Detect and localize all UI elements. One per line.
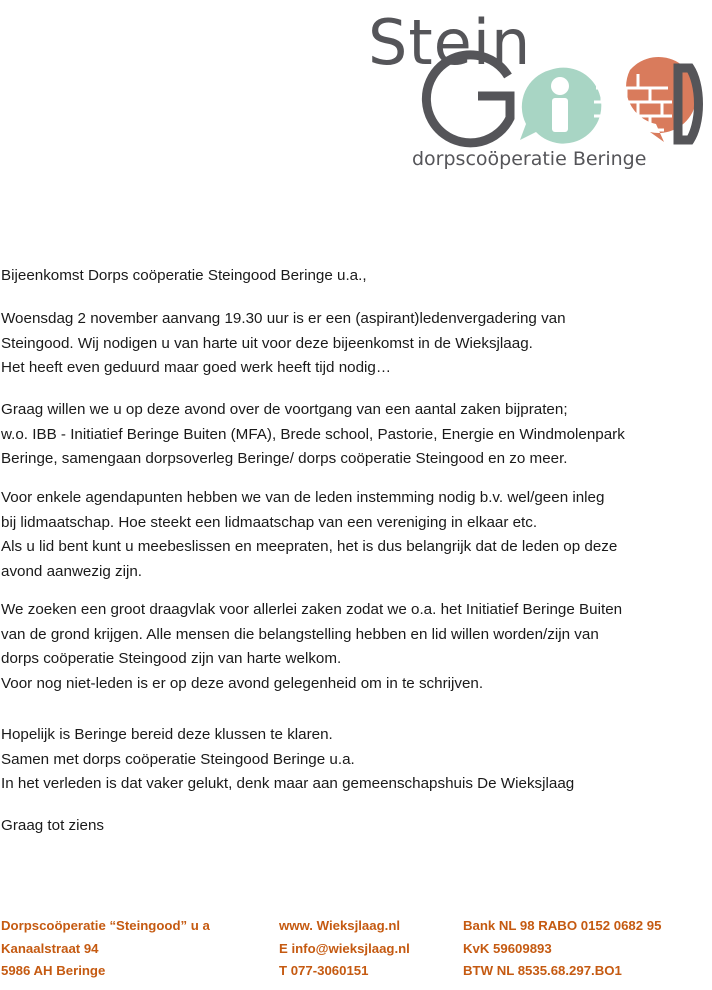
text-line: Beringe, samengaan dorpsoverleg Beringe/ dorps coöperatie Steingood en zo meer.	[1, 450, 568, 467]
footer-registration	[463, 915, 661, 983]
person-speech-bubble-icon	[520, 68, 601, 144]
steingood-logo	[360, 8, 712, 178]
paragraph-2	[1, 398, 625, 472]
text-line: avond aanwezig zijn.	[1, 562, 142, 580]
footer-contact	[279, 915, 410, 983]
text-line: Voor nog niet-leden is er op deze avond gelegenheid om in te schrijven.	[1, 674, 484, 692]
footer-kvk: KvK 59609893	[463, 940, 552, 956]
footer-phone: T 077-3060151	[279, 963, 369, 978]
logo-subtitle: dorpscoöperatie Beringe	[412, 148, 647, 170]
text-line: Samen met dorps coöperatie Steingood Beringe u.a.	[1, 750, 355, 768]
text-line: dorps coöperatie Steingood zijn van harte welkom.	[1, 650, 342, 667]
letter-greeting: Bijeenkomst Dorps coöperatie Steingood Beringe u.a.,	[1, 267, 367, 284]
footer-org-name: Dorpscoöperatie “Steingood” u a	[1, 918, 210, 933]
text-line: Steingood. Wij nodigen u van harte uit voor deze bijeenkomst in de Wieksjlaag.	[1, 334, 533, 352]
text-line: Voor enkele agendapunten hebben we van de leden instemming nodig b.v. wel/geen inleg	[1, 489, 605, 506]
text-line: Graag willen we u op deze avond over de voortgang van een aantal zaken bijpraten;	[1, 401, 568, 418]
footer-bank: Bank NL 98 RABO 0152 0682 95	[463, 918, 662, 933]
text-line: In het verleden is dat vaker gelukt, denk maar aan gemeenschapshuis De Wieksjlaag	[1, 775, 575, 792]
text-line: bij lidmaatschap. Hoe steekt een lidmaatschap van een vereniging in elkaar etc.	[1, 513, 538, 531]
logo-word-stein: Stein	[368, 6, 532, 79]
text-line: van de grond krijgen. Alle mensen die belangstelling hebben en lid willen worden/zijn van	[1, 625, 599, 643]
text-line: Het heeft even geduurd maar goed werk heeft tijd nodig…	[1, 359, 392, 376]
text-line: w.o. IBB - Initiatief Beringe Buiten (MFA), Brede school, Pastorie, Energie en Windmolenpark	[1, 425, 625, 443]
text-line: Als u lid bent kunt u meebeslissen en meepraten, het is dus belangrijk dat de leden op deze	[1, 538, 618, 555]
paragraph-5	[1, 723, 574, 797]
paragraph-3	[1, 486, 617, 584]
text-line: We zoeken een groot draagvlak voor allerlei zaken zodat we o.a. het Initiatief Beringe Buiten	[1, 601, 623, 618]
footer-city: 5986 AH Beringe	[1, 963, 106, 978]
footer-btw: BTW NL 8535.68.297.BO1	[463, 963, 622, 978]
footer-website: www. Wieksjlaag.nl	[279, 918, 401, 933]
paragraph-1	[1, 307, 566, 381]
letter-closing: Graag tot ziens	[1, 817, 104, 834]
footer-email: E info@wieksjlaag.nl	[279, 940, 410, 956]
footer-street: Kanaalstraat 94	[1, 940, 99, 956]
paragraph-4	[1, 598, 622, 696]
text-line: Woensdag 2 november aanvang 19.30 uur is er een (aspirant)ledenvergadering van	[1, 310, 566, 327]
text-line: Hopelijk is Beringe bereid deze klussen te klaren.	[1, 726, 333, 743]
footer-address	[1, 915, 210, 983]
